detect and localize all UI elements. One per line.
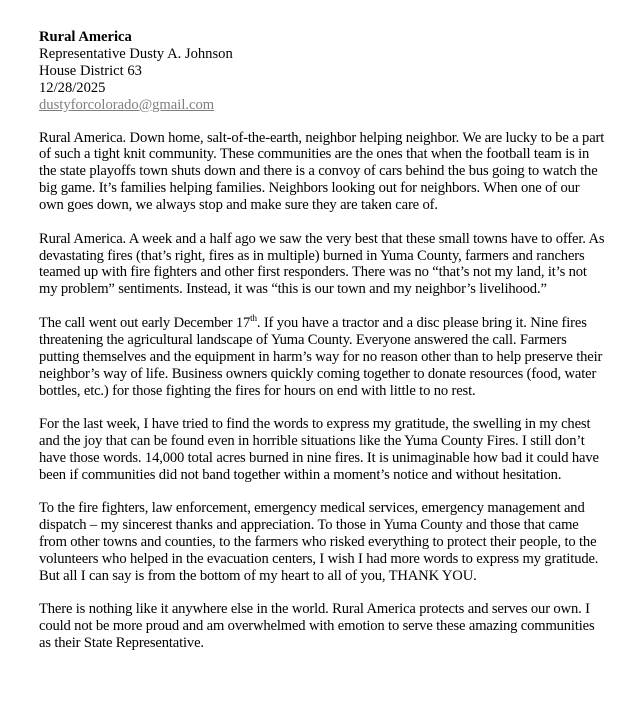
paragraph-4: For the last week, I have tried to find the words to express my gratitude, the swelling in my chest and the joy that can be found even in horrible situations like the Yuma County Fires. I still don’t have those words. 14,000 total acres burned in nine fires. It is unimaginable how bad it could have been if communities did not band together within a moment’s notice and without hesitation.: [39, 416, 599, 483]
letter-title: Rural America: [39, 29, 132, 45]
paragraph-6: There is nothing like it anywhere else in the world. Rural America protects and serves our own. I could not be more proud and am overwhelmed with emotion to serve these amazing communities as their State Representative.: [39, 601, 595, 652]
ordinal-suffix: th: [250, 313, 257, 324]
paragraph-1: Rural America. Down home, salt-of-the-earth, neighbor helping neighbor. We are lucky to be a part of such a tight knit community. These communities are the ones that when the football team is in the state playoffs town shuts down and there is a convoy of cars behind the bus going to watch the big game. It’s families helping families. Neighbors looking out for neighbors. When one of our own goes down, we always stop and make sure they are taken care of.: [39, 129, 605, 214]
paragraph-3-start: The call went out early December 17: [39, 314, 251, 331]
house-district: House District 63: [39, 62, 142, 79]
letter-page: [39, 29, 605, 652]
paragraph-5: To the fire fighters, law enforcement, emergency medical services, emergency management and dispatch – my sincerest thanks and appreciation. To those in Yuma County and those that came from other towns and counties, to the farmers who risked everything to protect their people, to the volunteers who helped in the evacuation centers, I wish I had more words to express my gratitude. But all I can say is from the bottom of my heart to all of you, THANK YOU.: [39, 500, 599, 584]
paragraph-3: [39, 315, 605, 400]
letter-date: 12/28/2025: [39, 79, 106, 96]
paragraph-2: Rural America. A week and a half ago we saw the very best that these small towns have to offer. As devastating fires (that’s right, fires as in multiple) burned in Yuma County, farmers and ranchers teamed up with fire fighters and other first responders. There was no “that’s not my land, it’s not my problem” sentiments. Instead, it was “this is our town and my neighbor’s livelihood.”: [39, 230, 605, 298]
paragraph-3-rest: . If you have a tractor and a disc please bring it. Nine fires threatening the agricultural landscape of Yuma County. Everyone answered the call. Farmers putting themselves and the equipment in harm’s way for no reason other than to help preserve their neighbor’s way of life. Business owners quickly coming together to donate resources (food, water bottles, etc.) for those fighting the fires for hours on end with little to no rest.: [39, 314, 603, 399]
email-link[interactable]: dustyforcolorado@gmail.com: [39, 96, 215, 113]
representative-name: Representative Dusty A. Johnson: [39, 45, 233, 62]
